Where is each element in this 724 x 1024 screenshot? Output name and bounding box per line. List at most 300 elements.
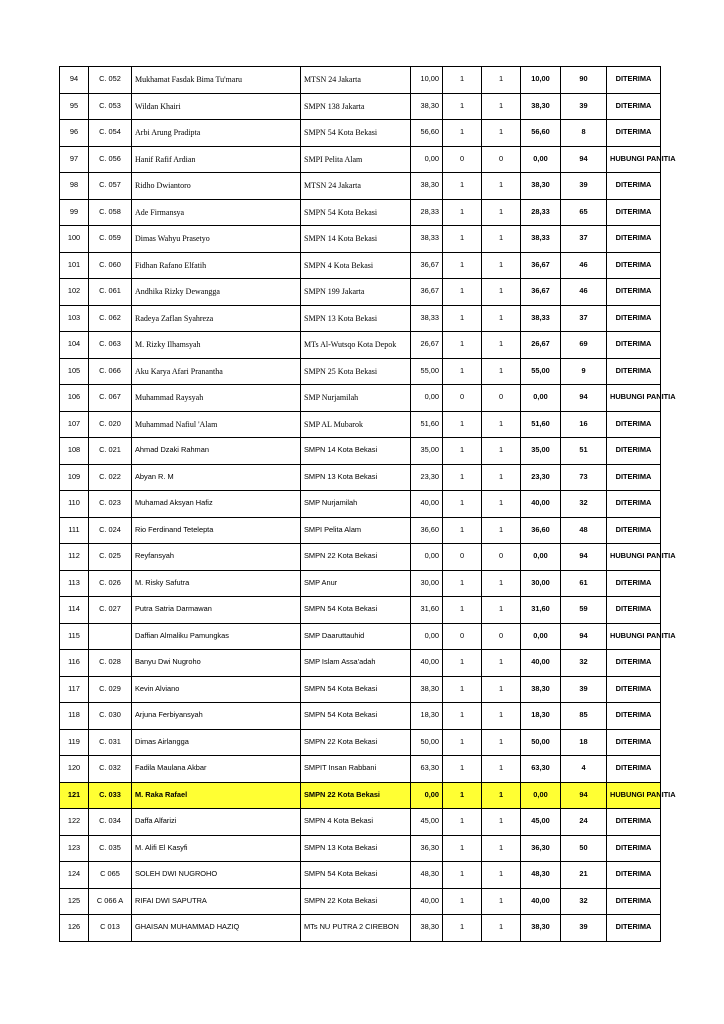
status-cell: DITERIMA: [607, 411, 661, 438]
school-name: SMPN 22 Kota Bekasi: [301, 782, 411, 809]
school-name: SMP AL Mubarok: [301, 411, 411, 438]
student-name: Wildan Khairi: [132, 93, 301, 120]
school-name: SMP Islam Assa'adah: [301, 650, 411, 677]
student-name: Dimas Airlangga: [132, 729, 301, 756]
table-row: [60, 544, 661, 571]
final-score: 38,30: [521, 93, 561, 120]
flag-a: 1: [443, 597, 482, 624]
status-cell: DITERIMA: [607, 862, 661, 889]
flag-a: 0: [443, 385, 482, 412]
flag-a: 1: [443, 809, 482, 836]
table-row: [60, 120, 661, 147]
status-cell: DITERIMA: [607, 438, 661, 465]
student-name: Arbi Arung Pradipta: [132, 120, 301, 147]
row-number: 125: [60, 888, 89, 915]
final-score: 38,33: [521, 305, 561, 332]
table-row: [60, 650, 661, 677]
flag-a: 1: [443, 120, 482, 147]
registration-code: C. 032: [89, 756, 132, 783]
final-score: 51,60: [521, 411, 561, 438]
school-name: SMPIT Insan Rabbani: [301, 756, 411, 783]
final-score: 0,00: [521, 782, 561, 809]
registration-code: C. 060: [89, 252, 132, 279]
final-score: 36,67: [521, 252, 561, 279]
table-row: [60, 67, 661, 94]
rank: 39: [561, 93, 607, 120]
school-name: SMPN 25 Kota Bekasi: [301, 358, 411, 385]
row-number: 112: [60, 544, 89, 571]
flag-b: 1: [482, 279, 521, 306]
school-name: SMPN 13 Kota Bekasi: [301, 835, 411, 862]
registration-code: C 013: [89, 915, 132, 942]
score-value: 63,30: [411, 756, 443, 783]
flag-a: 1: [443, 517, 482, 544]
status-cell: DITERIMA: [607, 729, 661, 756]
student-name: Abyan R. M: [132, 464, 301, 491]
student-name: Daffa Alfarizi: [132, 809, 301, 836]
school-name: MTSN 24 Jakarta: [301, 173, 411, 200]
table-row: [60, 623, 661, 650]
flag-a: 0: [443, 623, 482, 650]
flag-b: 1: [482, 226, 521, 253]
school-name: SMPN 22 Kota Bekasi: [301, 888, 411, 915]
registration-code: C. 066: [89, 358, 132, 385]
table-row: [60, 93, 661, 120]
score-value: 23,30: [411, 464, 443, 491]
table-row: [60, 358, 661, 385]
registration-code: C. 027: [89, 597, 132, 624]
table-row: [60, 411, 661, 438]
table-row: [60, 305, 661, 332]
final-score: 63,30: [521, 756, 561, 783]
rank: 37: [561, 226, 607, 253]
status-cell: DITERIMA: [607, 491, 661, 518]
rank: 94: [561, 782, 607, 809]
registration-code: C. 056: [89, 146, 132, 173]
flag-a: 1: [443, 438, 482, 465]
flag-b: 1: [482, 915, 521, 942]
final-score: 0,00: [521, 544, 561, 571]
row-number: 111: [60, 517, 89, 544]
status-cell: DITERIMA: [607, 120, 661, 147]
row-number: 126: [60, 915, 89, 942]
rank: 65: [561, 199, 607, 226]
registration-code: C. 026: [89, 570, 132, 597]
status-cell: DITERIMA: [607, 279, 661, 306]
status-cell: DITERIMA: [607, 252, 661, 279]
status-cell: DITERIMA: [607, 464, 661, 491]
status-cell: DITERIMA: [607, 703, 661, 730]
row-number: 107: [60, 411, 89, 438]
registration-code: C. 023: [89, 491, 132, 518]
rank: 46: [561, 252, 607, 279]
student-name: Hanif Rafif Ardian: [132, 146, 301, 173]
final-score: 38,30: [521, 915, 561, 942]
school-name: SMPI Pelita Alam: [301, 146, 411, 173]
registration-code: C. 053: [89, 93, 132, 120]
final-score: 36,30: [521, 835, 561, 862]
score-value: 50,00: [411, 729, 443, 756]
student-name: Rio Ferdinand Tetelepta: [132, 517, 301, 544]
score-value: 0,00: [411, 544, 443, 571]
registration-code: C. 021: [89, 438, 132, 465]
flag-b: 1: [482, 676, 521, 703]
final-score: 40,00: [521, 491, 561, 518]
final-score: 38,30: [521, 676, 561, 703]
table-row: [60, 385, 661, 412]
student-name: Ade Firmansya: [132, 199, 301, 226]
row-number: 101: [60, 252, 89, 279]
registration-code: C. 022: [89, 464, 132, 491]
school-name: SMPN 13 Kota Bekasi: [301, 464, 411, 491]
table-row: [60, 226, 661, 253]
table-row: [60, 199, 661, 226]
flag-a: 1: [443, 252, 482, 279]
school-name: SMPI Pelita Alam: [301, 517, 411, 544]
score-value: 45,00: [411, 809, 443, 836]
flag-a: 1: [443, 862, 482, 889]
student-name: Ridho Dwiantoro: [132, 173, 301, 200]
final-score: 23,30: [521, 464, 561, 491]
score-value: 10,00: [411, 67, 443, 94]
student-name: Reyfansyah: [132, 544, 301, 571]
flag-b: 1: [482, 517, 521, 544]
student-name: M. Rizky Ilhamsyah: [132, 332, 301, 359]
rank: 39: [561, 173, 607, 200]
registration-code: C 065: [89, 862, 132, 889]
school-name: SMPN 54 Kota Bekasi: [301, 676, 411, 703]
flag-a: 1: [443, 332, 482, 359]
flag-a: 1: [443, 888, 482, 915]
school-name: SMPN 22 Kota Bekasi: [301, 544, 411, 571]
status-cell: DITERIMA: [607, 650, 661, 677]
score-value: 36,67: [411, 279, 443, 306]
student-name: Radeya Zaflan Syahreza: [132, 305, 301, 332]
score-value: 26,67: [411, 332, 443, 359]
flag-a: 1: [443, 491, 482, 518]
registration-code: C. 067: [89, 385, 132, 412]
status-cell: DITERIMA: [607, 358, 661, 385]
flag-a: 1: [443, 756, 482, 783]
flag-a: 1: [443, 464, 482, 491]
table-row: [60, 570, 661, 597]
score-value: 51,60: [411, 411, 443, 438]
flag-b: 1: [482, 729, 521, 756]
school-name: SMPN 14 Kota Bekasi: [301, 226, 411, 253]
flag-a: 1: [443, 173, 482, 200]
registration-code: C. 057: [89, 173, 132, 200]
rank: 24: [561, 809, 607, 836]
row-number: 106: [60, 385, 89, 412]
score-value: 36,67: [411, 252, 443, 279]
final-score: 28,33: [521, 199, 561, 226]
rank: 39: [561, 915, 607, 942]
registration-code: C. 063: [89, 332, 132, 359]
final-score: 36,67: [521, 279, 561, 306]
student-name: M. Raka Rafael: [132, 782, 301, 809]
table-row: [60, 888, 661, 915]
row-number: 96: [60, 120, 89, 147]
flag-b: 1: [482, 703, 521, 730]
rank: 61: [561, 570, 607, 597]
flag-a: 1: [443, 676, 482, 703]
status-cell: DITERIMA: [607, 199, 661, 226]
student-name: Fidhan Rafano Elfatih: [132, 252, 301, 279]
rank: 48: [561, 517, 607, 544]
flag-b: 1: [482, 809, 521, 836]
rank: 94: [561, 146, 607, 173]
flag-a: 1: [443, 67, 482, 94]
status-cell: DITERIMA: [607, 173, 661, 200]
table-row: [60, 332, 661, 359]
score-value: 38,30: [411, 915, 443, 942]
student-name: M. Risky Safutra: [132, 570, 301, 597]
flag-b: 1: [482, 93, 521, 120]
status-cell: DITERIMA: [607, 332, 661, 359]
student-name: Aku Karya Afari Pranantha: [132, 358, 301, 385]
table-row: [60, 173, 661, 200]
flag-a: 1: [443, 226, 482, 253]
status-cell: DITERIMA: [607, 93, 661, 120]
final-score: 50,00: [521, 729, 561, 756]
flag-b: 1: [482, 597, 521, 624]
registration-code: C. 024: [89, 517, 132, 544]
student-name: Mukhamat Fasdak Bima Tu'maru: [132, 67, 301, 94]
rank: 94: [561, 385, 607, 412]
student-name: Arjuna Ferbiyansyah: [132, 703, 301, 730]
row-number: 97: [60, 146, 89, 173]
student-name: Daffian Almaliku Pamungkas: [132, 623, 301, 650]
flag-b: 1: [482, 464, 521, 491]
rank: 51: [561, 438, 607, 465]
final-score: 36,60: [521, 517, 561, 544]
row-number: 108: [60, 438, 89, 465]
school-name: SMPN 22 Kota Bekasi: [301, 729, 411, 756]
rank: 85: [561, 703, 607, 730]
table-row: [60, 809, 661, 836]
rank: 94: [561, 544, 607, 571]
flag-b: 1: [482, 199, 521, 226]
school-name: SMP Nurjamilah: [301, 385, 411, 412]
rank: 90: [561, 67, 607, 94]
rank: 18: [561, 729, 607, 756]
row-number: 104: [60, 332, 89, 359]
final-score: 40,00: [521, 888, 561, 915]
status-cell: DITERIMA: [607, 835, 661, 862]
school-name: SMPN 4 Kota Bekasi: [301, 809, 411, 836]
flag-b: 1: [482, 650, 521, 677]
registration-code: C. 030: [89, 703, 132, 730]
flag-a: 1: [443, 411, 482, 438]
flag-b: 1: [482, 862, 521, 889]
flag-b: 1: [482, 332, 521, 359]
school-name: SMP Nurjamilah: [301, 491, 411, 518]
table-body: [60, 67, 676, 942]
registration-code: C. 025: [89, 544, 132, 571]
row-number: 98: [60, 173, 89, 200]
flag-a: 1: [443, 729, 482, 756]
flag-b: 1: [482, 782, 521, 809]
flag-b: 1: [482, 252, 521, 279]
row-number: 115: [60, 623, 89, 650]
registration-code: C. 031: [89, 729, 132, 756]
row-number: 95: [60, 93, 89, 120]
status-cell: DITERIMA: [607, 570, 661, 597]
row-number: 120: [60, 756, 89, 783]
flag-a: 1: [443, 835, 482, 862]
final-score: 56,60: [521, 120, 561, 147]
table-row: [60, 729, 661, 756]
student-name: SOLEH DWI NUGROHO: [132, 862, 301, 889]
flag-b: 1: [482, 120, 521, 147]
school-name: MTSN 24 Jakarta: [301, 67, 411, 94]
rank: 8: [561, 120, 607, 147]
score-value: 28,33: [411, 199, 443, 226]
score-value: 36,60: [411, 517, 443, 544]
row-number: 100: [60, 226, 89, 253]
final-score: 55,00: [521, 358, 561, 385]
table-row: [60, 756, 661, 783]
school-name: SMP Anur: [301, 570, 411, 597]
rank: 73: [561, 464, 607, 491]
score-value: 30,00: [411, 570, 443, 597]
flag-b: 1: [482, 888, 521, 915]
final-score: 0,00: [521, 385, 561, 412]
row-number: 121: [60, 782, 89, 809]
school-name: SMPN 54 Kota Bekasi: [301, 199, 411, 226]
row-number: 122: [60, 809, 89, 836]
final-score: 38,33: [521, 226, 561, 253]
flag-b: 1: [482, 756, 521, 783]
student-name: Fadila Maulana Akbar: [132, 756, 301, 783]
row-number: 94: [60, 67, 89, 94]
score-value: 38,30: [411, 93, 443, 120]
final-score: 48,30: [521, 862, 561, 889]
school-name: SMPN 54 Kota Bekasi: [301, 120, 411, 147]
student-name: Kevin Alviano: [132, 676, 301, 703]
table-row: [60, 517, 661, 544]
status-cell: DITERIMA: [607, 809, 661, 836]
score-value: 0,00: [411, 782, 443, 809]
flag-a: 1: [443, 358, 482, 385]
rank: 4: [561, 756, 607, 783]
score-value: 55,00: [411, 358, 443, 385]
flag-a: 1: [443, 570, 482, 597]
registration-code: C. 029: [89, 676, 132, 703]
table-row: [60, 862, 661, 889]
registration-code: [89, 623, 132, 650]
status-cell: HUBUNGI PANITIA: [607, 385, 661, 412]
status-cell: DITERIMA: [607, 888, 661, 915]
school-name: SMP Daaruttauhid: [301, 623, 411, 650]
registration-code: C. 052: [89, 67, 132, 94]
flag-b: 1: [482, 438, 521, 465]
status-cell: DITERIMA: [607, 676, 661, 703]
status-cell: DITERIMA: [607, 517, 661, 544]
score-value: 56,60: [411, 120, 443, 147]
score-value: 48,30: [411, 862, 443, 889]
school-name: SMPN 14 Kota Bekasi: [301, 438, 411, 465]
student-name: Ahmad Dzaki Rahman: [132, 438, 301, 465]
rank: 21: [561, 862, 607, 889]
flag-a: 0: [443, 544, 482, 571]
student-name: Muhammad Nafiul 'Alam: [132, 411, 301, 438]
final-score: 0,00: [521, 623, 561, 650]
flag-b: 1: [482, 67, 521, 94]
flag-a: 1: [443, 782, 482, 809]
registration-code: C. 028: [89, 650, 132, 677]
registration-code: C. 033: [89, 782, 132, 809]
student-name: RIFAI DWI SAPUTRA: [132, 888, 301, 915]
flag-b: 1: [482, 305, 521, 332]
score-value: 38,33: [411, 226, 443, 253]
registration-code: C. 034: [89, 809, 132, 836]
status-cell: DITERIMA: [607, 226, 661, 253]
flag-a: 1: [443, 650, 482, 677]
score-value: 40,00: [411, 650, 443, 677]
rank: 32: [561, 491, 607, 518]
flag-b: 1: [482, 570, 521, 597]
row-number: 109: [60, 464, 89, 491]
flag-b: 0: [482, 544, 521, 571]
status-cell: DITERIMA: [607, 756, 661, 783]
final-score: 18,30: [521, 703, 561, 730]
flag-b: 0: [482, 385, 521, 412]
status-cell: DITERIMA: [607, 597, 661, 624]
student-name: Muhamad Aksyan Hafiz: [132, 491, 301, 518]
row-number: 110: [60, 491, 89, 518]
rank: 69: [561, 332, 607, 359]
school-name: SMPN 54 Kota Bekasi: [301, 862, 411, 889]
row-number: 113: [60, 570, 89, 597]
row-number: 118: [60, 703, 89, 730]
school-name: MTs NU PUTRA 2 CIREBON: [301, 915, 411, 942]
status-cell: HUBUNGI PANITIA: [607, 623, 661, 650]
flag-a: 1: [443, 279, 482, 306]
school-name: SMPN 54 Kota Bekasi: [301, 597, 411, 624]
final-score: 0,00: [521, 146, 561, 173]
flag-a: 1: [443, 93, 482, 120]
rank: 94: [561, 623, 607, 650]
flag-a: 1: [443, 915, 482, 942]
status-cell: HUBUNGI PANITIA: [607, 544, 661, 571]
final-score: 35,00: [521, 438, 561, 465]
score-value: 18,30: [411, 703, 443, 730]
registration-code: C. 035: [89, 835, 132, 862]
final-score: 10,00: [521, 67, 561, 94]
flag-a: 0: [443, 146, 482, 173]
rank: 32: [561, 888, 607, 915]
rank: 50: [561, 835, 607, 862]
school-name: MTs Al-Wutsqo Kota Depok: [301, 332, 411, 359]
rank: 59: [561, 597, 607, 624]
student-name: Muhammad Raysyah: [132, 385, 301, 412]
table-row: [60, 252, 661, 279]
flag-a: 1: [443, 199, 482, 226]
registration-code: C. 061: [89, 279, 132, 306]
row-number: 102: [60, 279, 89, 306]
flag-b: 1: [482, 173, 521, 200]
flag-b: 1: [482, 411, 521, 438]
table-row: [60, 491, 661, 518]
row-number: 124: [60, 862, 89, 889]
score-value: 38,30: [411, 676, 443, 703]
status-cell: HUBUNGI PANITIA: [607, 782, 661, 809]
flag-a: 1: [443, 703, 482, 730]
rank: 46: [561, 279, 607, 306]
score-value: 38,30: [411, 173, 443, 200]
student-name: M. Alifi El Kasyfi: [132, 835, 301, 862]
